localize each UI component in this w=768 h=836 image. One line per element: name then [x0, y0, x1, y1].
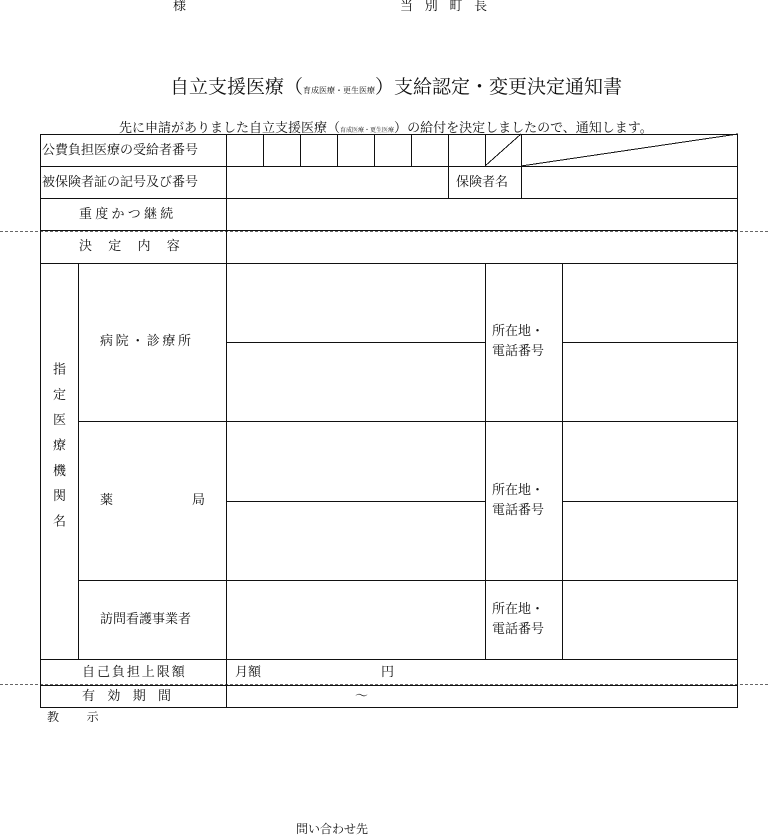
instruction-label: 教示: [47, 710, 127, 724]
pharmacy-label-char2: 局: [192, 493, 206, 508]
hospital-address-line1: 所在地・: [492, 324, 545, 339]
monthly-amount-label: 月額: [235, 665, 262, 680]
copay-limit-label: 自己負担上限額: [82, 665, 187, 680]
title-main-right: 支給認定・変更決定通知書: [394, 76, 623, 98]
home-nursing-label: 訪問看護事業者: [100, 612, 192, 627]
inquiry-label: 問い合わせ先: [296, 822, 369, 836]
recipient-number-label: 公費負担医療の受給者番号: [42, 143, 199, 158]
designated-institution-label: 指定医療機関名: [50, 362, 65, 540]
title-paren-close: ）: [375, 76, 395, 98]
insurer-name-label: 保険者名: [456, 175, 509, 190]
title-paren-open: （: [284, 76, 304, 98]
pharmacy-address-line2: 電話番号: [492, 503, 545, 518]
decision-content-label: 決定内容: [79, 239, 197, 254]
addressee-suffix: 様: [173, 0, 187, 14]
nursing-address-line2: 電話番号: [492, 622, 545, 637]
hospital-clinic-label: 病院・診療所: [100, 334, 194, 349]
title-subtype: 育成医療・更生医療: [303, 86, 376, 95]
pharmacy-label-char1: 薬: [100, 493, 114, 508]
intro-paren-close: ）: [394, 121, 408, 136]
insurance-number-label: 被保険者証の記号及び番号: [42, 175, 199, 190]
yen-unit-label: 円: [381, 665, 395, 680]
intro-before: 先に申請がありました自立支援医療: [119, 121, 328, 136]
severe-continuous-label: 重度かつ継続: [79, 207, 177, 222]
intro-sentence: [119, 117, 653, 136]
validity-period-label: 有効期間: [82, 689, 184, 704]
nursing-address-line1: 所在地・: [492, 602, 545, 617]
issuer-name: 当別町長: [400, 0, 499, 14]
title-main-left: 自立支援医療: [170, 76, 285, 98]
intro-subtype: 育成医療・更生医療: [340, 127, 395, 134]
hospital-address-line2: 電話番号: [492, 344, 545, 359]
validity-separator: ～: [355, 689, 369, 704]
intro-paren-open: （: [327, 121, 341, 136]
pharmacy-address-line1: 所在地・: [492, 483, 545, 498]
document-title: [170, 78, 622, 97]
intro-after: の給付を決定しましたので、通知します。: [407, 121, 653, 136]
